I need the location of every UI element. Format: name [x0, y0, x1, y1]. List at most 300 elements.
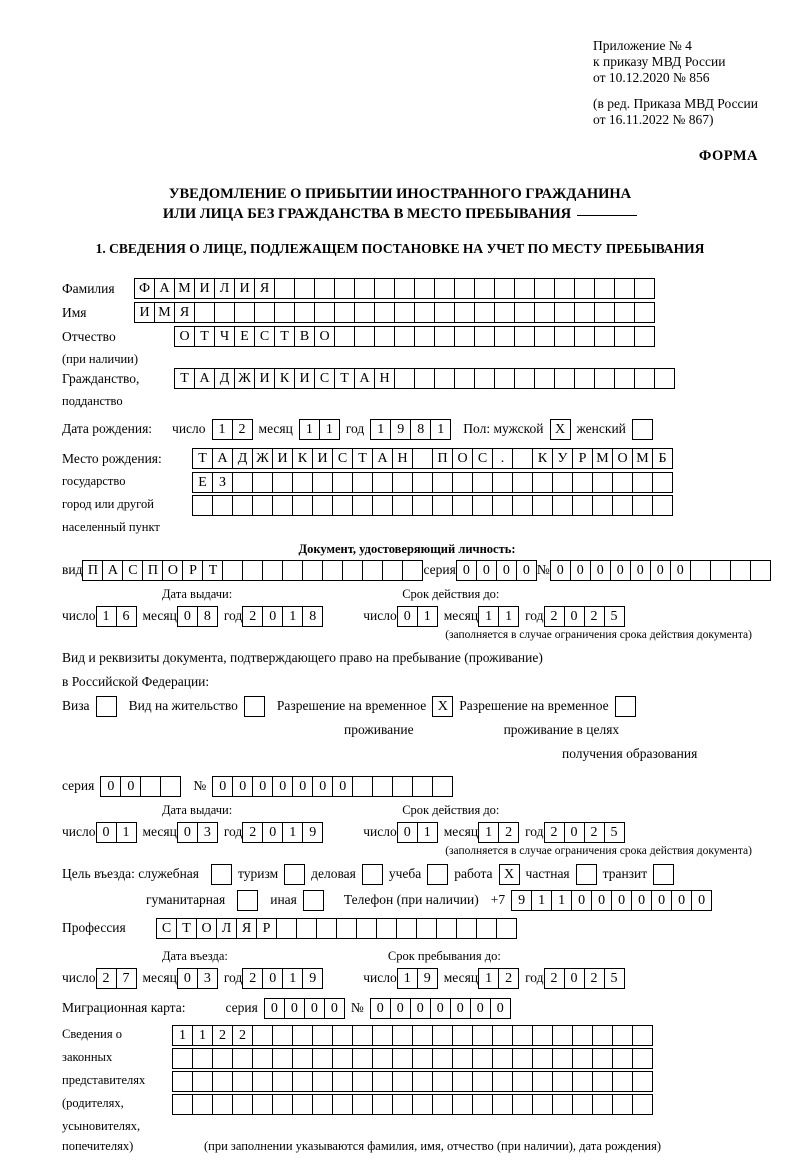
- char-cell[interactable]: 2: [544, 822, 565, 843]
- char-cell[interactable]: [432, 495, 453, 516]
- char-cell[interactable]: [432, 1025, 453, 1046]
- char-cell[interactable]: [632, 1025, 653, 1046]
- char-cell[interactable]: 1: [370, 419, 391, 440]
- char-cell[interactable]: [292, 472, 313, 493]
- char-cell[interactable]: [254, 302, 275, 323]
- birth-year-input[interactable]: [370, 419, 451, 440]
- entry-month-input[interactable]: [177, 968, 218, 989]
- birth-month-input[interactable]: [299, 419, 340, 440]
- char-cell[interactable]: 0: [292, 776, 313, 797]
- char-cell[interactable]: 2: [212, 1025, 233, 1046]
- char-cell[interactable]: [212, 1094, 233, 1115]
- char-cell[interactable]: [574, 302, 595, 323]
- char-cell[interactable]: 0: [496, 560, 517, 581]
- char-cell[interactable]: [532, 1048, 553, 1069]
- char-cell[interactable]: [292, 1048, 313, 1069]
- char-cell[interactable]: О: [174, 326, 195, 347]
- char-cell[interactable]: [352, 1094, 373, 1115]
- char-cell[interactable]: [412, 448, 433, 469]
- char-cell[interactable]: [634, 368, 655, 389]
- sex-male-checkbox[interactable]: X: [550, 419, 571, 440]
- char-cell[interactable]: [312, 1071, 333, 1092]
- char-cell[interactable]: 0: [456, 560, 477, 581]
- char-cell[interactable]: 2: [584, 606, 605, 627]
- char-cell[interactable]: [414, 368, 435, 389]
- char-cell[interactable]: [160, 776, 181, 797]
- char-cell[interactable]: [552, 1025, 573, 1046]
- char-cell[interactable]: [294, 302, 315, 323]
- char-cell[interactable]: [552, 1048, 573, 1069]
- char-cell[interactable]: О: [162, 560, 183, 581]
- char-cell[interactable]: М: [174, 278, 195, 299]
- doc-series-input[interactable]: [456, 560, 537, 581]
- char-cell[interactable]: [372, 1094, 393, 1115]
- char-cell[interactable]: [534, 368, 555, 389]
- char-cell[interactable]: [392, 1071, 413, 1092]
- char-cell[interactable]: [372, 495, 393, 516]
- char-cell[interactable]: [376, 918, 397, 939]
- char-cell[interactable]: [554, 368, 575, 389]
- char-cell[interactable]: 0: [390, 998, 411, 1019]
- char-cell[interactable]: [292, 1094, 313, 1115]
- legal-rep-line-3[interactable]: [172, 1071, 653, 1092]
- char-cell[interactable]: А: [354, 368, 375, 389]
- char-cell[interactable]: 1: [478, 822, 499, 843]
- char-cell[interactable]: 0: [564, 822, 585, 843]
- char-cell[interactable]: [412, 1025, 433, 1046]
- char-cell[interactable]: 2: [242, 606, 263, 627]
- char-cell[interactable]: [432, 472, 453, 493]
- char-cell[interactable]: [396, 918, 417, 939]
- char-cell[interactable]: 0: [264, 998, 285, 1019]
- legal-rep-line-4[interactable]: [172, 1094, 653, 1115]
- char-cell[interactable]: [296, 918, 317, 939]
- char-cell[interactable]: [432, 776, 453, 797]
- char-cell[interactable]: [232, 1048, 253, 1069]
- entry-day-input[interactable]: [96, 968, 137, 989]
- sex-female-checkbox[interactable]: [632, 419, 653, 440]
- char-cell[interactable]: [514, 302, 535, 323]
- char-cell[interactable]: [572, 472, 593, 493]
- char-cell[interactable]: В: [294, 326, 315, 347]
- char-cell[interactable]: 1: [531, 890, 552, 911]
- char-cell[interactable]: [452, 495, 473, 516]
- char-cell[interactable]: [352, 1025, 373, 1046]
- char-cell[interactable]: [512, 472, 533, 493]
- permit-issue-day-input[interactable]: [96, 822, 137, 843]
- char-cell[interactable]: [252, 495, 273, 516]
- char-cell[interactable]: [272, 1094, 293, 1115]
- char-cell[interactable]: 0: [262, 822, 283, 843]
- char-cell[interactable]: [554, 302, 575, 323]
- purpose-private-checkbox[interactable]: [576, 864, 597, 885]
- permit-valid-day-input[interactable]: [397, 822, 438, 843]
- char-cell[interactable]: [272, 1048, 293, 1069]
- char-cell[interactable]: [432, 1071, 453, 1092]
- char-cell[interactable]: [274, 278, 295, 299]
- char-cell[interactable]: 2: [96, 968, 117, 989]
- doc-valid-month-input[interactable]: [478, 606, 519, 627]
- char-cell[interactable]: [354, 302, 375, 323]
- char-cell[interactable]: И: [254, 368, 275, 389]
- char-cell[interactable]: 1: [430, 419, 451, 440]
- char-cell[interactable]: К: [274, 368, 295, 389]
- char-cell[interactable]: Д: [232, 448, 253, 469]
- char-cell[interactable]: [232, 472, 253, 493]
- char-cell[interactable]: И: [294, 368, 315, 389]
- char-cell[interactable]: [612, 1025, 633, 1046]
- char-cell[interactable]: [492, 495, 513, 516]
- char-cell[interactable]: [392, 472, 413, 493]
- char-cell[interactable]: С: [156, 918, 177, 939]
- doc-issue-day-input[interactable]: [96, 606, 137, 627]
- char-cell[interactable]: .: [492, 448, 513, 469]
- char-cell[interactable]: Б: [652, 448, 673, 469]
- char-cell[interactable]: [552, 1071, 573, 1092]
- char-cell[interactable]: [252, 1094, 273, 1115]
- char-cell[interactable]: Т: [176, 918, 197, 939]
- char-cell[interactable]: 0: [312, 776, 333, 797]
- char-cell[interactable]: Т: [352, 448, 373, 469]
- char-cell[interactable]: 8: [197, 606, 218, 627]
- char-cell[interactable]: 0: [410, 998, 431, 1019]
- char-cell[interactable]: [402, 560, 423, 581]
- char-cell[interactable]: [374, 302, 395, 323]
- doc-valid-year-input[interactable]: [544, 606, 625, 627]
- char-cell[interactable]: 1: [417, 822, 438, 843]
- permit-valid-month-input[interactable]: [478, 822, 519, 843]
- char-cell[interactable]: [514, 278, 535, 299]
- char-cell[interactable]: [750, 560, 771, 581]
- char-cell[interactable]: [212, 1071, 233, 1092]
- profession-input[interactable]: [156, 918, 517, 939]
- char-cell[interactable]: Т: [174, 368, 195, 389]
- char-cell[interactable]: [472, 472, 493, 493]
- char-cell[interactable]: [322, 560, 343, 581]
- char-cell[interactable]: 0: [262, 968, 283, 989]
- stay-month-input[interactable]: [478, 968, 519, 989]
- char-cell[interactable]: [274, 302, 295, 323]
- char-cell[interactable]: 0: [262, 606, 283, 627]
- char-cell[interactable]: [194, 302, 215, 323]
- char-cell[interactable]: П: [142, 560, 163, 581]
- char-cell[interactable]: [412, 776, 433, 797]
- doc-issue-month-input[interactable]: [177, 606, 218, 627]
- char-cell[interactable]: 2: [544, 606, 565, 627]
- char-cell[interactable]: 0: [591, 890, 612, 911]
- char-cell[interactable]: 1: [397, 968, 418, 989]
- char-cell[interactable]: И: [312, 448, 333, 469]
- char-cell[interactable]: И: [272, 448, 293, 469]
- doc-issue-year-input[interactable]: [242, 606, 323, 627]
- char-cell[interactable]: [572, 1048, 593, 1069]
- char-cell[interactable]: Т: [334, 368, 355, 389]
- char-cell[interactable]: [474, 302, 495, 323]
- char-cell[interactable]: 0: [570, 560, 591, 581]
- char-cell[interactable]: [594, 302, 615, 323]
- char-cell[interactable]: А: [102, 560, 123, 581]
- char-cell[interactable]: [614, 278, 635, 299]
- char-cell[interactable]: [594, 368, 615, 389]
- char-cell[interactable]: 2: [242, 822, 263, 843]
- char-cell[interactable]: [612, 1094, 633, 1115]
- char-cell[interactable]: 0: [650, 560, 671, 581]
- char-cell[interactable]: [592, 1094, 613, 1115]
- char-cell[interactable]: [242, 560, 263, 581]
- char-cell[interactable]: [372, 1048, 393, 1069]
- char-cell[interactable]: [332, 472, 353, 493]
- char-cell[interactable]: [262, 560, 283, 581]
- doc-number-input[interactable]: [550, 560, 771, 581]
- char-cell[interactable]: [394, 302, 415, 323]
- char-cell[interactable]: М: [632, 448, 653, 469]
- char-cell[interactable]: [512, 1071, 533, 1092]
- char-cell[interactable]: [612, 495, 633, 516]
- char-cell[interactable]: [234, 302, 255, 323]
- char-cell[interactable]: 0: [272, 776, 293, 797]
- char-cell[interactable]: [316, 918, 337, 939]
- char-cell[interactable]: С: [472, 448, 493, 469]
- char-cell[interactable]: [252, 1025, 273, 1046]
- char-cell[interactable]: 0: [630, 560, 651, 581]
- char-cell[interactable]: [476, 918, 497, 939]
- char-cell[interactable]: [222, 560, 243, 581]
- char-cell[interactable]: [452, 1094, 473, 1115]
- char-cell[interactable]: [472, 1048, 493, 1069]
- temp-residence-checkbox[interactable]: X: [432, 696, 453, 717]
- char-cell[interactable]: [634, 326, 655, 347]
- char-cell[interactable]: [572, 1071, 593, 1092]
- char-cell[interactable]: [512, 1025, 533, 1046]
- char-cell[interactable]: [314, 302, 335, 323]
- char-cell[interactable]: [272, 1025, 293, 1046]
- char-cell[interactable]: [534, 302, 555, 323]
- birth-place-line-3[interactable]: [192, 495, 673, 516]
- char-cell[interactable]: А: [194, 368, 215, 389]
- char-cell[interactable]: [352, 495, 373, 516]
- char-cell[interactable]: О: [196, 918, 217, 939]
- char-cell[interactable]: Т: [192, 448, 213, 469]
- char-cell[interactable]: 6: [116, 606, 137, 627]
- char-cell[interactable]: [374, 278, 395, 299]
- char-cell[interactable]: [416, 918, 437, 939]
- citizenship-input[interactable]: [174, 368, 675, 389]
- char-cell[interactable]: [534, 278, 555, 299]
- char-cell[interactable]: [252, 1048, 273, 1069]
- char-cell[interactable]: 0: [96, 822, 117, 843]
- char-cell[interactable]: [512, 448, 533, 469]
- char-cell[interactable]: [414, 302, 435, 323]
- char-cell[interactable]: [312, 472, 333, 493]
- char-cell[interactable]: [612, 472, 633, 493]
- edu-residence-checkbox[interactable]: [615, 696, 636, 717]
- char-cell[interactable]: [354, 278, 375, 299]
- char-cell[interactable]: [492, 1025, 513, 1046]
- char-cell[interactable]: 1: [116, 822, 137, 843]
- char-cell[interactable]: 0: [120, 776, 141, 797]
- char-cell[interactable]: Ж: [252, 448, 273, 469]
- char-cell[interactable]: [652, 472, 673, 493]
- char-cell[interactable]: 0: [304, 998, 325, 1019]
- char-cell[interactable]: П: [432, 448, 453, 469]
- char-cell[interactable]: [492, 1094, 513, 1115]
- char-cell[interactable]: Я: [236, 918, 257, 939]
- permit-issue-month-input[interactable]: [177, 822, 218, 843]
- char-cell[interactable]: Р: [256, 918, 277, 939]
- char-cell[interactable]: [532, 495, 553, 516]
- char-cell[interactable]: [574, 326, 595, 347]
- purpose-business-checkbox[interactable]: [362, 864, 383, 885]
- char-cell[interactable]: [612, 1071, 633, 1092]
- char-cell[interactable]: [492, 472, 513, 493]
- char-cell[interactable]: 2: [584, 968, 605, 989]
- char-cell[interactable]: [452, 1025, 473, 1046]
- char-cell[interactable]: [532, 472, 553, 493]
- char-cell[interactable]: [432, 1094, 453, 1115]
- char-cell[interactable]: [372, 1071, 393, 1092]
- permit-valid-year-input[interactable]: [544, 822, 625, 843]
- char-cell[interactable]: 1: [319, 419, 340, 440]
- char-cell[interactable]: [454, 326, 475, 347]
- char-cell[interactable]: [272, 472, 293, 493]
- char-cell[interactable]: М: [154, 302, 175, 323]
- char-cell[interactable]: [494, 278, 515, 299]
- char-cell[interactable]: [514, 326, 535, 347]
- char-cell[interactable]: [474, 326, 495, 347]
- char-cell[interactable]: 1: [498, 606, 519, 627]
- char-cell[interactable]: [554, 326, 575, 347]
- char-cell[interactable]: 0: [232, 776, 253, 797]
- char-cell[interactable]: 0: [651, 890, 672, 911]
- char-cell[interactable]: Т: [202, 560, 223, 581]
- char-cell[interactable]: 0: [397, 606, 418, 627]
- char-cell[interactable]: [494, 302, 515, 323]
- char-cell[interactable]: Т: [274, 326, 295, 347]
- char-cell[interactable]: [232, 495, 253, 516]
- char-cell[interactable]: 9: [417, 968, 438, 989]
- purpose-study-checkbox[interactable]: [427, 864, 448, 885]
- char-cell[interactable]: [140, 776, 161, 797]
- char-cell[interactable]: 0: [177, 968, 198, 989]
- char-cell[interactable]: 0: [450, 998, 471, 1019]
- char-cell[interactable]: 5: [604, 822, 625, 843]
- char-cell[interactable]: [614, 302, 635, 323]
- char-cell[interactable]: [632, 472, 653, 493]
- char-cell[interactable]: [392, 1025, 413, 1046]
- purpose-work-checkbox[interactable]: X: [499, 864, 520, 885]
- char-cell[interactable]: [352, 1048, 373, 1069]
- char-cell[interactable]: [352, 1071, 373, 1092]
- char-cell[interactable]: [292, 495, 313, 516]
- char-cell[interactable]: [594, 278, 615, 299]
- char-cell[interactable]: [172, 1048, 193, 1069]
- char-cell[interactable]: [332, 495, 353, 516]
- purpose-transit-checkbox[interactable]: [653, 864, 674, 885]
- char-cell[interactable]: [394, 278, 415, 299]
- char-cell[interactable]: [474, 368, 495, 389]
- char-cell[interactable]: [436, 918, 457, 939]
- char-cell[interactable]: [272, 495, 293, 516]
- char-cell[interactable]: [532, 1094, 553, 1115]
- char-cell[interactable]: 0: [476, 560, 497, 581]
- char-cell[interactable]: [356, 918, 377, 939]
- birth-place-line-2[interactable]: [192, 472, 673, 493]
- char-cell[interactable]: [232, 1071, 253, 1092]
- char-cell[interactable]: [532, 1025, 553, 1046]
- char-cell[interactable]: [574, 368, 595, 389]
- char-cell[interactable]: [512, 1048, 533, 1069]
- char-cell[interactable]: [494, 326, 515, 347]
- char-cell[interactable]: [690, 560, 711, 581]
- char-cell[interactable]: [414, 278, 435, 299]
- char-cell[interactable]: [392, 776, 413, 797]
- char-cell[interactable]: [412, 1071, 433, 1092]
- char-cell[interactable]: [414, 326, 435, 347]
- char-cell[interactable]: [314, 278, 335, 299]
- char-cell[interactable]: [214, 302, 235, 323]
- char-cell[interactable]: [552, 1094, 573, 1115]
- char-cell[interactable]: [492, 1071, 513, 1092]
- char-cell[interactable]: С: [122, 560, 143, 581]
- char-cell[interactable]: [514, 368, 535, 389]
- char-cell[interactable]: [172, 1071, 193, 1092]
- char-cell[interactable]: 1: [551, 890, 572, 911]
- char-cell[interactable]: 0: [430, 998, 451, 1019]
- char-cell[interactable]: 9: [302, 968, 323, 989]
- permit-number-input[interactable]: [212, 776, 453, 797]
- char-cell[interactable]: [374, 326, 395, 347]
- migration-number-input[interactable]: [370, 998, 511, 1019]
- char-cell[interactable]: [592, 1071, 613, 1092]
- char-cell[interactable]: 1: [282, 822, 303, 843]
- purpose-other-checkbox[interactable]: [303, 890, 324, 911]
- char-cell[interactable]: 5: [604, 606, 625, 627]
- char-cell[interactable]: [554, 278, 575, 299]
- char-cell[interactable]: [592, 1048, 613, 1069]
- char-cell[interactable]: [352, 776, 373, 797]
- char-cell[interactable]: [312, 1025, 333, 1046]
- char-cell[interactable]: 1: [212, 419, 233, 440]
- char-cell[interactable]: [192, 1071, 213, 1092]
- char-cell[interactable]: [394, 368, 415, 389]
- char-cell[interactable]: 0: [516, 560, 537, 581]
- char-cell[interactable]: 3: [197, 968, 218, 989]
- char-cell[interactable]: [594, 326, 615, 347]
- char-cell[interactable]: 9: [302, 822, 323, 843]
- char-cell[interactable]: [412, 1094, 433, 1115]
- char-cell[interactable]: 2: [232, 1025, 253, 1046]
- char-cell[interactable]: [654, 368, 675, 389]
- birth-day-input[interactable]: [212, 419, 253, 440]
- char-cell[interactable]: [292, 1025, 313, 1046]
- char-cell[interactable]: 0: [564, 968, 585, 989]
- char-cell[interactable]: [412, 1048, 433, 1069]
- char-cell[interactable]: [382, 560, 403, 581]
- char-cell[interactable]: [432, 1048, 453, 1069]
- char-cell[interactable]: [232, 1094, 253, 1115]
- char-cell[interactable]: 2: [544, 968, 565, 989]
- char-cell[interactable]: К: [532, 448, 553, 469]
- legal-rep-line-1[interactable]: [172, 1025, 653, 1046]
- char-cell[interactable]: [312, 1048, 333, 1069]
- char-cell[interactable]: 1: [299, 419, 320, 440]
- doc-valid-day-input[interactable]: [397, 606, 438, 627]
- entry-year-input[interactable]: [242, 968, 323, 989]
- char-cell[interactable]: Я: [254, 278, 275, 299]
- surname-input[interactable]: [134, 278, 655, 299]
- char-cell[interactable]: [452, 1071, 473, 1092]
- char-cell[interactable]: 0: [590, 560, 611, 581]
